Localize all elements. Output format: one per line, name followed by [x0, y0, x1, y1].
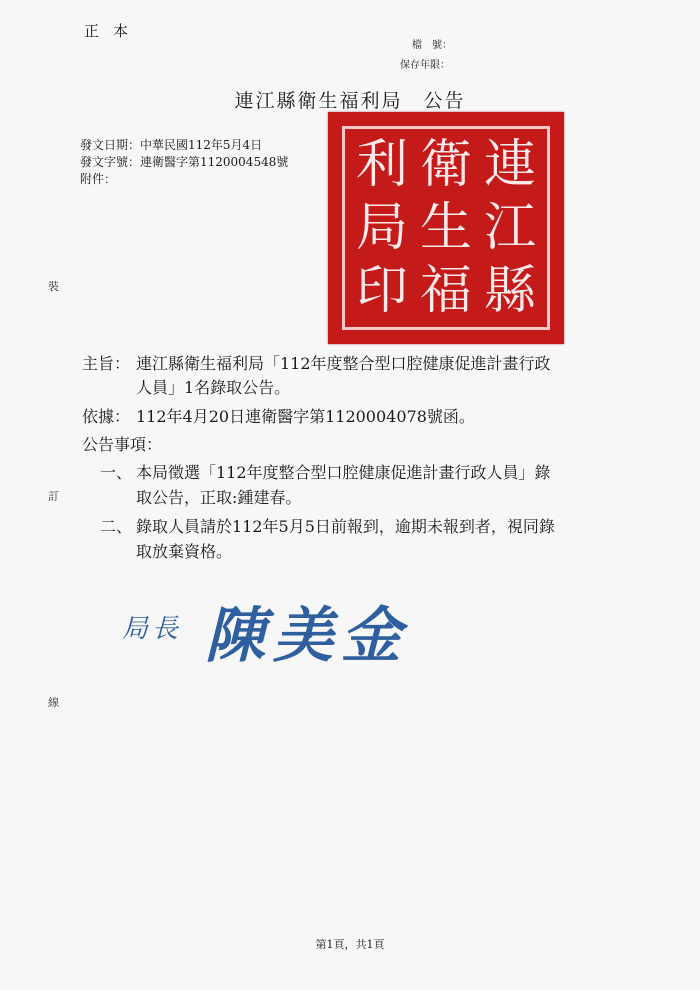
seal-characters [350, 134, 542, 322]
seal-char: 衛 [419, 135, 472, 196]
seal-char: 生 [419, 197, 472, 258]
issue-date: 發文日期：中華民國112年5月4日 [80, 138, 263, 152]
subject-label: 主旨： [82, 354, 131, 373]
item-2-line-2: 取放棄資格。 [136, 542, 233, 561]
attachment-label: 附件： [80, 172, 117, 186]
seal-char: 印 [355, 260, 408, 321]
file-number-label: 檔 號： [412, 40, 452, 51]
signature-title: 局長 [122, 614, 183, 644]
items-label: 公告事項： [82, 435, 163, 454]
item-2-number: 二、 [100, 517, 133, 536]
basis-text: 112年4月20日連衛醫字第1120004078號函。 [136, 407, 475, 426]
signature-name: 陳美金 [205, 601, 409, 671]
seal-char: 福 [419, 260, 472, 321]
item-1-number: 一、 [100, 463, 133, 482]
page-title: 連江縣衛生福利局 公告 [234, 90, 466, 112]
seal-char: 縣 [483, 260, 536, 321]
item-2-line-1: 錄取人員請於112年5月5日前報到，逾期未報到者，視同錄 [136, 517, 555, 536]
item-1-line-2: 取公告，正取:鍾建春。 [136, 488, 302, 507]
subject-line-1: 連江縣衛生福利局「112年度整合型口腔健康促進計畫行政 [136, 354, 551, 373]
binding-mark-ding: 訂 [48, 490, 59, 503]
binding-mark-xian: 線 [48, 696, 59, 709]
page-number: 第1頁，共1頁 [315, 938, 385, 951]
seal-char: 利 [355, 135, 408, 196]
seal-char: 連 [483, 135, 536, 196]
reference-number: 發文字號：連衛醫字第1120004548號 [80, 155, 289, 169]
basis-label: 依據： [82, 407, 131, 426]
seal-char: 局 [355, 197, 408, 258]
binding-mark-zhuang: 裝 [48, 280, 59, 293]
item-1-line-1: 本局徵選「112年度整合型口腔健康促進計畫行政人員」錄 [136, 463, 551, 482]
subject-line-2: 人員」1名錄取公告。 [136, 378, 291, 397]
official-seal [328, 112, 564, 344]
retention-period-label: 保存年限： [400, 60, 450, 71]
copy-mark: 正本 [84, 22, 143, 40]
seal-char: 江 [483, 197, 536, 258]
